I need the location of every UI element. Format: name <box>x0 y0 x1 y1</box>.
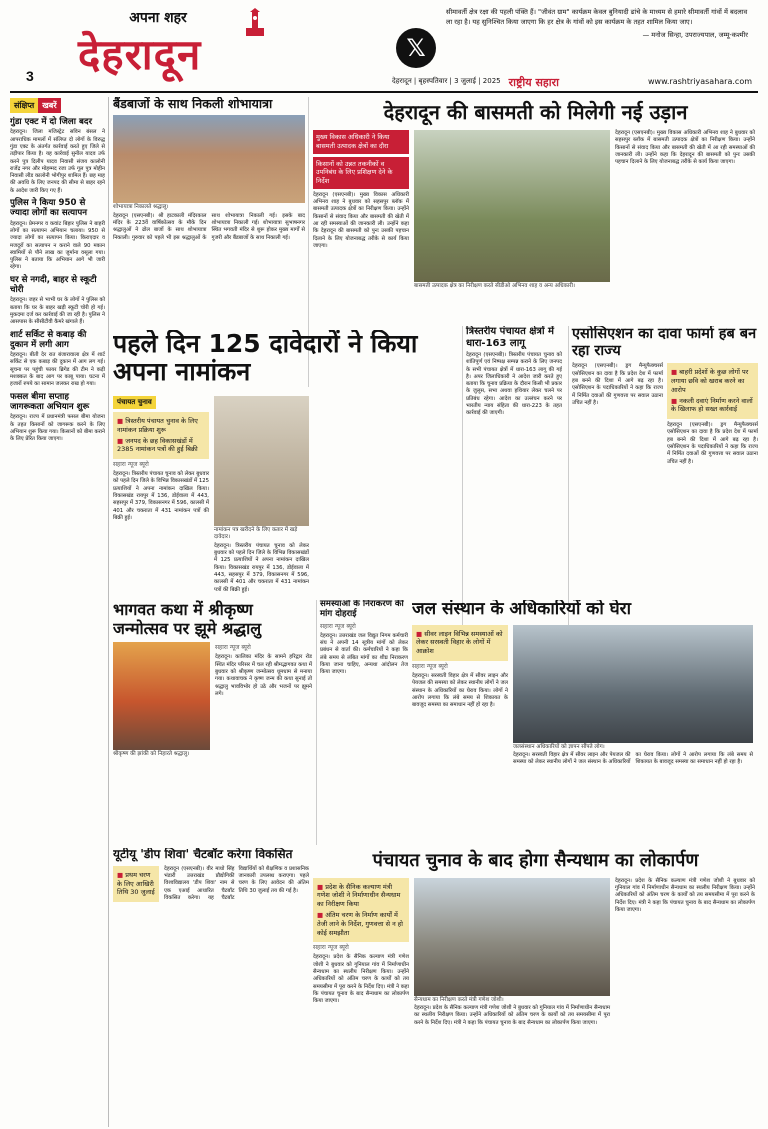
brief-item <box>10 392 105 444</box>
bullet-list <box>412 625 508 661</box>
brief-body: देहरादून। जिला मजिस्ट्रेट सविन बंसल ने आपराधिक मामलों में संलिप्त दो लोगों के विरुद्ध गुंडा एक्ट के अंतर्गत कार्रवाई करते हुए जिले से तड़ीपार किया है। यह कार्रवाई सुनील यादव उर्फ करने पुत्र दिलीप यादव निवासी संजय कालोनी राजेंद्र नगर और मोहम्मद रजा उर्फ गूल पुत्र मोहीन निवासी लीड कालोनी भोगीपुर शामिल हैं। छह माह की अवधि के लिए जनपद की सीमा से बाहर रहने के आदेश जारी किए गए हैं। <box>10 129 105 194</box>
story-body-cont: देहरादून। त्रिस्तरीय पंचायत चुनाव को लेकर बुधवार को पहले दिन जिले के विभिन्न विकासखंडों में 125 प्रत्याशियों ने अपना नामांकन दाखिल किया। विकासखंड रायपुर में 136, डोईवाला में 443, सहसपुर में 379, विकासनगर में 596, कालसी में 401 और चकराता में 431 नामांकन पत्रों की बिक्री हुई। <box>214 542 309 593</box>
story-headline: पंचायत चुनाव के बाद होगा सैन्यधाम का लोकार्पण <box>372 850 699 871</box>
bullet-list <box>113 412 209 459</box>
story-byline: सहारा न्यूज ब्यूरो <box>320 622 356 630</box>
bullet-text: प्रदेश के सैनिक कल्याण मंत्री गणेश जोशी ने निर्माणाधीन सैन्यधाम का निरीक्षण किया <box>317 882 401 909</box>
bullet-item <box>313 157 409 189</box>
briefs-header <box>10 97 105 113</box>
story-body-cont: देहरादून (एसएनबी)। मुख्य विकास अधिकारी अभिनव शाह ने बुधवार को सहसपुर ब्लॉक में बासमती उत्पादक क्षेत्रों का निरीक्षण किया। उन्होंने किसानों से संवाद किया और बासमती की खेती में आ रही समस्याओं की जानकारी ली। उन्होंने कहा कि देहरादून की बासमती को पुनः उसकी पहचान दिलाने के लिए योजनाबद्ध तरीके से कार्य किया जाएगा। <box>615 130 755 166</box>
bullet-item <box>117 871 155 897</box>
photo-caption: बासमती उत्पादक क्षेत्र का निरीक्षण करते सीडीओ अभिनव शाह व अन्य अधिकारी। <box>414 283 576 289</box>
story-photo <box>414 878 610 996</box>
story-photo <box>113 115 305 203</box>
story-byline: सहारा न्यूज ब्यूरो <box>215 644 251 652</box>
bullet-icon: ■ <box>317 882 326 891</box>
dateline: देहरादून | बृहस्पतिवार | 3 जुलाई | 2025 <box>392 77 501 86</box>
story-headline: बैंडबाजों के साथ निकली शोभायात्रा <box>113 97 273 111</box>
story-headline: पहले दिन 125 दावेदारों ने किया अपना नामांकन <box>113 330 418 386</box>
bullet-text: त्रिस्तरीय पंचायत चुनाव के लिए नामांकन प्रक्रिया शुरू <box>117 417 198 434</box>
brief-item <box>10 275 105 327</box>
story-body: देहरादून। सरस्वती विहार क्षेत्र में सीवर लाइन और पेयजल की समस्या को लेकर स्थानीय लोगों ने जल संस्थान के अधिकारियों का घेराव किया। लोगों ने आरोप लगाया कि लंबे समय से शिकायत के बावजूद समस्या का समाधान नहीं हो रहा है। <box>412 672 508 709</box>
story-demands <box>316 600 408 845</box>
story-sainya-dham <box>313 848 758 1128</box>
story-body: देहरादून (एसएनबी)। श्री हाटकाली मंदिरकाल मंदिर के 223वें वार्षिकोत्सव के मौके दिन श्रद्धालुओं ने ढोल बाजों के साथ शोभायात्रा निकाली। गुरुवार को पहले भी इस श्रद्धालुओं के साथ शोभायात्रा निकाली गई। इसके बाद शोभायात्रा निकाली गई। शोभायात्रा सुभाषनगर स्थित भगवती मंदिर से शुरू होकर मुख्य मार्गों से गुजरी और बैंडबाजों के साथ निकाली गई। <box>113 212 305 241</box>
brief-body: देहरादून। जहर से भाभी घर के लोगों ने पुलिस को बताया कि घर के बाहर खड़ी स्कूटी चोरी हो गई। मुकदमा दर्ज कर कार्रवाई की जा रही है। पुलिस ने आसपास के सीसीटीवी कैमरे खंगाले हैं। <box>10 297 105 326</box>
story-body-cont: देहरादून (एसएनबी)। ड्रग मैन्युफैक्चरर्स एसोसिएशन का दावा है कि प्रदेश देश में फार्मा हब बनने की दिशा में आगे बढ़ रहा है। एसोसिएशन के पदाधिकारियों ने कहा कि राज्य में निर्मित दवाओं की गुणवत्ता पर सवाल उठाना उचित नहीं है। <box>667 422 758 465</box>
story-deep-shiva-chatbot <box>113 848 309 1128</box>
tweet-quote <box>446 8 748 68</box>
bullet-item <box>117 417 205 435</box>
bullet-item <box>117 437 205 455</box>
briefs-column <box>10 97 109 1127</box>
bullet-item <box>317 883 405 909</box>
bullet-text: सीवर लाइन विभिन्न समस्याओं को लेकर सरस्वती विहार के लोगों में आक्रोश <box>416 629 503 656</box>
bullet-icon: ■ <box>671 396 680 405</box>
story-photo <box>513 625 753 743</box>
story-body-cont: देहरादून। प्रदेश के सैनिक कल्याण मंत्री गणेश जोशी ने बुधवार को गुनियाल गांव में निर्माणाधीन सैन्यधाम का स्थलीय निरीक्षण किया। उन्होंने अधिकारियों को अंतिम चरण के कार्यों को तय समयसीमा में पूरा करने के निर्देश दिए। मंत्री ने कहा कि पंचायत चुनाव के बाद सैन्यधाम का लोकार्पण किया जाएगा। <box>414 1005 610 1026</box>
bullet-list <box>113 866 159 902</box>
bullet-icon: ■ <box>117 436 126 445</box>
dateline-bar <box>392 74 752 90</box>
briefs-tag: खबरें <box>38 98 60 113</box>
story-bhagwat-katha <box>113 600 313 845</box>
bullet-text: मुख्य विकास अधिकारी ने किया बासमती उत्पादक क्षेत्रों का दौरा <box>316 133 390 150</box>
bullet-text: जनपद के छह विकासखंडों में 2385 नामांकन पत्रों की हुई बिक्री <box>117 436 198 454</box>
story-section-163 <box>462 326 562 626</box>
bullet-list <box>313 878 409 943</box>
bullet-item <box>416 630 504 656</box>
brief-body: देहरादून। बीती देर रात बंजारावाला क्षेत्र में शार्ट सर्किट से एक कबाड़ की दुकान में आग लग गई। सूचना पर पहुंची फायर ब्रिगेड की टीम ने कड़ी मशक्कत के बाद आग पर काबू पाया। घटना में हजारों रुपये का सामान जलकर राख हो गया। <box>10 352 105 388</box>
photo-caption: जलसंस्थान अधिकारियों को ज्ञापन सौंपते लोग। <box>513 743 605 750</box>
brand-title: देहरादून <box>78 30 202 79</box>
bullet-text: बाहरी प्रदेशों के कुछ लोगों पर लगाया छवि को खराब करने का आरोप <box>671 368 749 394</box>
story-byline: सहारा न्यूज ब्यूरो <box>313 944 349 952</box>
bullet-icon: ■ <box>416 629 425 638</box>
story-pharma-association <box>568 326 758 626</box>
masthead-rule <box>10 91 758 93</box>
story-headline: जल संस्थान के अधिकारियों को घेरा <box>412 600 632 619</box>
story-headline: एसोसिएशन का दावा फार्मा हब बन रहा राज्य <box>572 326 757 359</box>
brief-item <box>10 117 105 195</box>
photo-caption: श्रीकृष्ण की झांकी को निहारते श्रद्धालु। <box>113 751 190 758</box>
photo-caption: नामांकन पत्र खरीदने के लिए कतार में खड़े दावेदार। <box>214 527 298 541</box>
brand-tagline: अपना शहर <box>129 10 187 26</box>
bullet-icon: ■ <box>671 368 680 377</box>
story-body: देहरादून (एसएनबी)। वीर माधो सिंह भंडारी उत्तराखंड प्रौद्योगिकी विश्वविद्यालय 'डीप शिवा' नाम से एक एआई आधारित चैटबॉट विकसित करेगा। यह चैटबॉट विद्यार्थियों को शैक्षणिक व प्रशासनिक जानकारी उपलब्ध कराएगा। पहले चरण के लिए आवेदन की अंतिम तिथि 30 जुलाई तय की गई है। <box>164 865 309 901</box>
bullet-item <box>313 130 409 154</box>
bullet-text: प्रथम चरण के लिए आखिरी तिथि 30 जुलाई <box>117 870 155 897</box>
story-first-day-headline <box>113 330 458 388</box>
story-photo <box>414 130 610 282</box>
brief-headline: फसल बीमा सप्ताह जागरूकता अभियान शुरू <box>10 391 90 412</box>
story-body-cont: देहरादून। प्रदेश के सैनिक कल्याण मंत्री गणेश जोशी ने बुधवार को गुनियाल गांव में निर्माणाधीन सैन्यधाम का स्थलीय निरीक्षण किया। उन्होंने अधिकारियों को अंतिम चरण के कार्यों को तय समयसीमा में पूरा करने के निर्देश दिए। मंत्री ने कहा कि पंचायत चुनाव के बाद सैन्यधाम का लोकार्पण किया जाएगा। <box>615 877 755 913</box>
story-photo <box>113 642 210 750</box>
section-tag: पंचायत चुनाव <box>113 396 156 409</box>
brief-item <box>10 330 105 389</box>
bullet-icon: ■ <box>117 870 126 879</box>
photo-caption: सैन्यधाम का निरीक्षण करते मंत्री गणेश जोशी। <box>414 996 504 1003</box>
bullet-text: नकली दवाएं निर्माण करने वालों के खिलाफ हो सख्त कार्रवाई <box>671 396 753 414</box>
story-body: देहरादून (एसएनबी)। मुख्य विकास अधिकारी अभिनव शाह ने बुधवार को सहसपुर ब्लॉक में बासमती उत्पादक क्षेत्रों का निरीक्षण किया। उन्होंने किसानों से संवाद किया और बासमती की खेती में आ रही समस्याओं की जानकारी ली। उन्होंने कहा कि देहरादून की बासमती को पुनः उसकी पहचान दिलाने के लिए योजनाबद्ध तरीके से कार्य किया जाएगा। <box>313 191 409 249</box>
story-basmati <box>313 97 758 327</box>
story-headline: त्रिस्तरीय पंचायत क्षेत्रों में धारा-163 लागू <box>466 326 555 349</box>
story-jal-sansthan <box>412 600 758 845</box>
story-body: देहरादून। प्रदेश के सैनिक कल्याण मंत्री गणेश जोशी ने बुधवार को गुनियाल गांव में निर्माणाधीन सैन्यधाम का स्थलीय निरीक्षण किया। उन्होंने अधिकारियों को अंतिम चरण के कार्यों को तय समयसीमा में पूरा करने के निर्देश दिए। मंत्री ने कहा कि पंचायत चुनाव के बाद सैन्यधाम का लोकार्पण किया जाएगा। <box>313 954 409 1005</box>
story-headline: देहरादून की बासमती को मिलेगी नई उड़ान <box>383 100 688 124</box>
brand-logo <box>78 8 326 88</box>
bullet-text: अंतिम चरण के निर्माण कार्यों में तेजी लाने के निर्देश, गुणवत्ता से न हो कोई समझौता <box>317 910 403 937</box>
story-byline: सहारा न्यूज ब्यूरो <box>113 461 149 469</box>
story-headline: भागवत कथा में श्रीकृष्ण जन्मोत्सव पर झूमे श्रद्धालु <box>113 600 262 639</box>
story-body-cont: देहरादून। सरस्वती विहार क्षेत्र में सीवर लाइन और पेयजल की समस्या को लेकर स्थानीय लोगों ने जल संस्थान के अधिकारियों का घेराव किया। लोगों ने आरोप लगाया कि लंबे समय से शिकायत के बावजूद समस्या का समाधान नहीं हो रहा है। <box>513 751 753 766</box>
bullet-item <box>317 911 405 937</box>
website-link[interactable]: www.rashtriyasahara.com <box>647 76 752 86</box>
bullet-text: किसानों को उन्नत तकनीकों व उपनिबंध के लिए प्रशिक्षण देने के निर्देश <box>316 159 393 186</box>
brief-body: देहरादून। प्रेमनगर व कवांट बिहार पुलिस ने बाहरी लोगों का सत्यापन अभियान चलाया। 950 से ज्यादा लोगों का सत्यापन किया। किराएदार व मजदूरों का सत्यापन न कराने वाले 90 मकान स्वामियों से पौने लाख का जुर्माना वसूला गया। पुलिस ने बताया कि अभियान आगे भी जारी रहेगा। <box>10 220 105 271</box>
brief-headline: गुंडा एक्ट में दो जिला बदर <box>10 117 92 127</box>
bullet-icon: ■ <box>317 910 326 919</box>
bullet-list <box>667 363 758 419</box>
brief-headline: पुलिस ने किया 950 से ज्यादा लोगों का सत्यापन <box>10 197 87 219</box>
brief-item <box>10 198 105 272</box>
story-body: देहरादून। कालिका मंदिर के सामने हरिद्वार रोड स्थित मंदिर परिसर में चल रही श्रीमद्भागवत कथा में बुधवार को श्रीकृष्ण जन्मोत्सव धूमधाम से मनाया गया। कथावाचक ने कृष्ण जन्म की कथा सुनाई तो श्रद्धालु भावविभोर हो उठे और भजनों पर झूमने लगे। <box>215 654 312 697</box>
briefs-tag: संक्षिप्त <box>10 98 38 113</box>
bullet-icon: ■ <box>117 417 126 425</box>
story-photo <box>214 396 309 526</box>
tweet-text: सीमावर्ती क्षेत्र रक्षा की पहली पंक्ति हैं। "जीवंत ग्राम" कार्यक्रम केवल बुनियादी ढांचे के माध्यम से हमारे सीमावर्ती गांवों में बदलाव ला रहा है। यह सुनिश्चित किया जाएगा कि हर क्षेत्र के गांवों को इस कार्यक्रम के तहत शामिल किया जाए। <box>446 8 748 26</box>
brief-headline: घर से नगदी, बाहर से स्कूटी चोरी <box>10 274 97 295</box>
brief-body: देहरादून। राज्य में प्रधानमंत्री फसल बीमा योजना के तहत किसानों को जागरूक करने के लिए अभियान शुरू किया गया। किसानों को बीमा कराने के लिए प्रेरित किया जाएगा। <box>10 414 105 443</box>
story-body: देहरादून (एसएनबी)। ड्रग मैन्युफैक्चरर्स एसोसिएशन का दावा है कि प्रदेश देश में फार्मा हब बनने की दिशा में आगे बढ़ रहा है। एसोसिएशन के पदाधिकारियों ने कहा कि राज्य में निर्मित दवाओं की गुणवत्ता पर सवाल उठाना उचित नहीं है। <box>572 363 663 406</box>
brief-headline: शार्ट सर्किट से कबाड़ की दुकान में लगी आग <box>10 329 87 350</box>
paper-name: राष्ट्रीय सहारा <box>508 75 559 89</box>
story-body: देहरादून (एसएनबी)। त्रिस्तरीय पंचायत चुनाव को शांतिपूर्ण एवं निष्पक्ष सम्पन्न कराने के लिए जनपद के सभी पंचायत क्षेत्रों में धारा-163 लागू की गई है। अपर जिलाधिकारी ने आदेश जारी करते हुए बताया कि चुनाव प्रक्रिया के दौरान किसी भी प्रकार के जुलूस, सभा अथवा हथियार लेकर चलने पर प्रतिबंध रहेगा। आदेश का उल्लंघन करने पर भारतीय न्याय संहिता की धारा-223 के तहत कार्रवाई की जाएगी। <box>466 352 562 417</box>
story-body: देहरादून। उत्तराखंड जल विद्युत निगम कर्मचारी संघ ने अपनी 14 सूत्रीय मांगों को लेकर प्रबंधन से वार्ता की। कर्मचारियों ने कहा कि लंबे समय से लंबित मांगों का शीघ्र निराकरण किया जाना चाहिए, अन्यथा आंदोलन तेज किया जाएगा। <box>320 632 408 676</box>
clock-tower-icon <box>238 8 272 40</box>
tweet-author: — मनोज सिन्हा, उपराज्यपाल, जम्मू-कश्मीर <box>642 31 748 40</box>
story-byline: सहारा न्यूज ब्यूरो <box>412 662 448 670</box>
story-body: देहरादून। त्रिस्तरीय पंचायत चुनाव को लेकर बुधवार को पहले दिन जिले के विभिन्न विकासखंडों में 125 प्रत्याशियों ने अपना नामांकन दाखिल किया। विकासखंड रायपुर में 136, डोईवाला में 443, सहसपुर में 379, विकासनगर में 596, कालसी में 401 और चकराता में 431 नामांकन पत्रों की बिक्री हुई। <box>113 471 209 521</box>
bullet-item <box>671 368 754 394</box>
page-number: 3 <box>26 68 34 84</box>
masthead <box>0 0 768 92</box>
story-headline: समस्याओं के निराकरण की मांग दोहराई <box>320 600 404 619</box>
photo-caption: शोभायात्रा निकालते श्रद्धालु। <box>113 204 169 211</box>
x-logo-icon: 𝕏 <box>396 28 436 68</box>
bullet-item <box>671 397 754 415</box>
story-headline: यूटीयू 'डीप शिवा' चैटबॉट करेगा विकसित <box>113 848 293 861</box>
bullet-list <box>313 130 409 189</box>
